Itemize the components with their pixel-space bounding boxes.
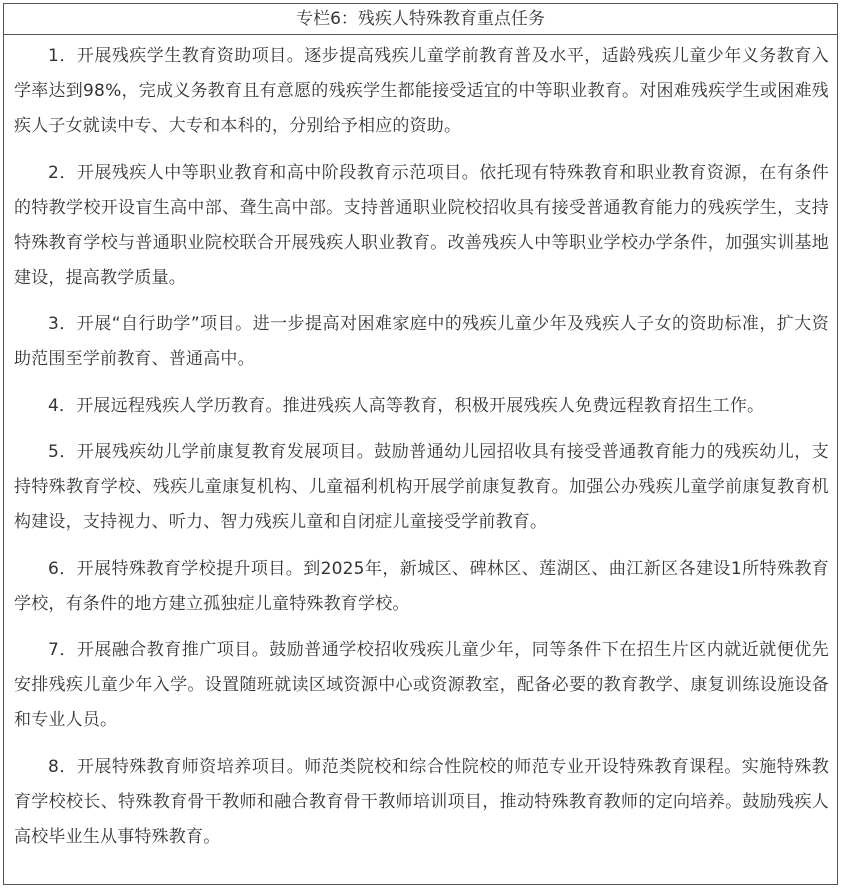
box-body: [4, 35, 837, 855]
task-item-5: 5．开展残疾幼儿学前康复教育发展项目。鼓励普通幼儿园招收具有接受普通教育能力的残疾幼儿，支持特殊教育学校、残疾儿童康复机构、儿童福利机构开展学前康复教育。加强公办残疾儿童学前康复教育机构建设，支持视力、听力、智力残疾儿童和自闭症儿童接受学前教育。: [14, 442, 829, 532]
task-item-1: 1．开展残疾学生教育资助项目。逐步提高残疾儿童学前教育普及水平，适龄残疾儿童少年义务教育入学率达到98%，完成义务教育且有意愿的残疾学生都能接受适宜的中等职业教育。对困难残疾学生或困难残疾人子女就读中专、大专和本科的，分别给予相应的资助。: [14, 46, 829, 136]
task-item-7: 7．开展融合教育推广项目。鼓励普通学校招收残疾儿童少年，同等条件下在招生片区内就近就便优先安排残疾儿童少年入学。设置随班就读区域资源中心或资源教室，配备必要的教育教学、康复训练设施设备和专业人员。: [14, 640, 829, 730]
task-item-2: 2．开展残疾人中等职业教育和高中阶段教育示范项目。依托现有特殊教育和职业教育资源，在有条件的特教学校开设盲生高中部、聋生高中部。支持普通职业院校招收具有接受普通教育能力的残疾学生，支持特殊教育学校与普通职业院校联合开展残疾人职业教育。改善残疾人中等职业学校办学条件，加强实训基地建设，提高教学质量。: [14, 162, 829, 288]
special-education-task-box: [3, 3, 838, 885]
box-title: 专栏6：残疾人特殊教育重点任务: [4, 4, 837, 35]
task-item-6: 6．开展特殊教育学校提升项目。到2025年，新城区、碑林区、莲湖区、曲江新区各建设1所特殊教育学校，有条件的地方建立孤独症儿童特殊教育学校。: [14, 558, 829, 614]
task-item-3: 3．开展“自行助学”项目。进一步提高对困难家庭中的残疾儿童少年及残疾人子女的资助标准，扩大资助范围至学前教育、普通高中。: [14, 314, 829, 369]
task-item-4: 4．开展远程残疾人学历教育。推进残疾人高等教育，积极开展残疾人免费远程教育招生工作。: [48, 395, 765, 416]
task-item-8: 8．开展特殊教育师资培养项目。师范类院校和综合性院校的师范专业开设特殊教育课程。实施特殊教育学校校长、特殊教育骨干教师和融合教育骨干教师培训项目，推动特殊教育教师的定向培养。鼓励残疾人高校毕业生从事特殊教育。: [14, 756, 829, 847]
